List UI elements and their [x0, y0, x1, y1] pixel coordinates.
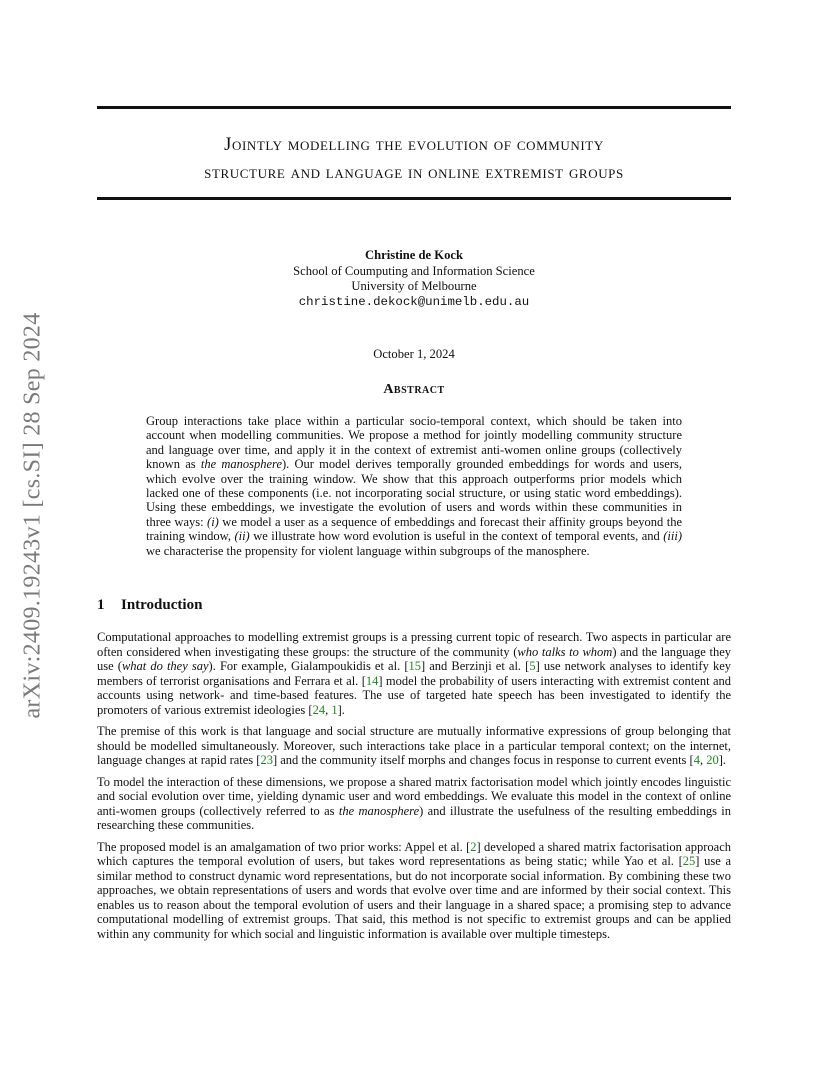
body-text: ) and illustrate the usefulness of the resulting embeddings in researching these communities. [97, 803, 731, 832]
intro-paragraph-3 [97, 775, 731, 833]
citation-link[interactable]: 14 [365, 673, 379, 688]
abstract-emphasis: the manosphere [200, 457, 282, 472]
abstract-text: ). Our model derives temporally grounded embeddings for words and users, which evolve over the training window. We show that this approach outperforms prior models which lacked one of these components (i.e. not incorporating social structure, or using static word embeddings). Using these embeddings, we investigate the evolution of users and words within these communities in three ways: [146, 457, 682, 529]
title-rule-top [97, 106, 731, 109]
introduction-body [97, 630, 731, 948]
body-text: ] developed a shared matrix factorisation approach which captures the temporal evolution of users, but takes word representations as being static; while Yao et al. [ [97, 839, 731, 868]
body-text: The premise of this work is that language and social structure are mutually informative expressions of group belonging that should be modelled simultaneously. Moreover, such interactions take place in a particular temporal context; on the internet, language changes at rapid rates [ [97, 724, 731, 767]
citation-separator: , [699, 753, 707, 767]
abstract-enum: (iii) [663, 529, 682, 544]
intro-paragraph-1 [97, 630, 731, 717]
abstract-paragraph [146, 414, 682, 558]
citation-link[interactable]: 1 [331, 702, 338, 717]
body-text: ]. [337, 702, 345, 717]
paper-title [97, 131, 731, 187]
citation-link[interactable]: 15 [408, 659, 421, 673]
citation-link[interactable]: 23 [260, 753, 273, 767]
arxiv-stamp [19, 300, 47, 730]
citation-link[interactable]: 2 [470, 839, 477, 854]
abstract-text: Group interactions take place within a particular socio-temporal context, which should be taken into account when modelling communities. We propose a method for jointly modelling community structure and language over time, and apply it in the context of extremist anti-women online groups (collectively known as [146, 414, 682, 472]
intro-paragraph-4 [97, 840, 731, 942]
citation-separator: , [325, 702, 332, 717]
abstract-enum: (i) [207, 514, 219, 529]
citation-link[interactable]: 24 [312, 702, 326, 717]
body-emphasis: the manosphere [338, 803, 420, 818]
body-text: ). For example, Gialampoukidis et al. [ [208, 659, 409, 673]
title-line-1: Jointly modelling the evolution of community [224, 135, 604, 155]
body-text: Computational approaches to modelling extremist groups is a pressing current topic of research. Two aspects in particular are often considered when investigating these groups: the structure of the community ( [97, 630, 731, 659]
citation-link[interactable]: 25 [682, 854, 696, 868]
title-rule-bottom [97, 197, 731, 200]
intro-paragraph-2 [97, 724, 731, 768]
body-text: ] use a similar method to construct dynamic word representations, but do not incorporate social information. By combining these two approaches, we obtain representations of users and words that evolve over time and are informed by their social context. This enables us to reason about the temporal evolution of users and their language in a shared space; a promising step to advance computational modelling of extremist groups. That said, this method is not specific to extremist groups and can be applied within any community for which social and linguistic information is available over multiple timesteps. [97, 854, 732, 941]
author-block [97, 248, 731, 310]
abstract-text: we characterise the propensity for violent language within subgroups of the manosphere. [146, 543, 590, 558]
section-number: 1 [97, 597, 105, 613]
body-text: To model the interaction of these dimensions, we propose a shared matrix factorisation model which jointly encodes linguistic and social evolution over time, yielding dynamic user and word embeddings. We evaluate this model in the context of online anti-women groups (collectively referred to as [97, 774, 731, 818]
title-line-2: structure and language in online extremist groups [204, 163, 624, 183]
abstract-text: we illustrate how word evolution is useful in the context of temporal events, and [249, 529, 664, 544]
abstract-heading: Abstract [383, 382, 445, 397]
citation-link[interactable]: 20 [706, 753, 719, 767]
section-heading-introduction [97, 597, 202, 614]
citation-link[interactable]: 4 [693, 753, 700, 767]
body-emphasis: who talks to whom [517, 644, 613, 659]
citation-link[interactable]: 5 [529, 659, 536, 673]
body-text: ] and Berzinji et al. [ [420, 659, 530, 673]
author-name: Christine de Kock [365, 248, 463, 262]
body-text: ]. [718, 753, 726, 767]
abstract-text: we model a user as a sequence of embeddings and forecast their affinity groups beyond the training window, [146, 514, 682, 544]
author-email[interactable]: christine.dekock@unimelb.edu.au [298, 294, 530, 309]
author-affiliation-1: School of Coumputing and Information Science [293, 263, 535, 278]
author-affiliation-2: University of Melbourne [351, 279, 477, 293]
abstract-enum: (ii) [234, 529, 250, 544]
section-title: Introduction [121, 597, 203, 613]
body-emphasis: what do they say [121, 659, 209, 673]
body-text: ] and the community itself morphs and changes focus in response to current events [ [272, 753, 694, 767]
body-text: ] use network analyses to identify key members of terrorist organisations and Ferrara et al. [ [97, 659, 731, 688]
paper-date: October 1, 2024 [373, 347, 455, 361]
body-text: The proposed model is an amalgamation of two prior works: Appel et al. [ [97, 839, 471, 854]
arxiv-stamp-text: arXiv:2409.19243v1 [cs.SI] 28 Sep 2024 [19, 311, 46, 719]
body-text: ) and the language they use ( [97, 644, 731, 673]
abstract-body [146, 414, 682, 558]
body-text: ] model the probability of users interacting with extremist content and accounts using network- and time-based features. The use of targeted hate speech has been investigated to identify the promoters of various extremist ideologies [ [97, 673, 731, 717]
